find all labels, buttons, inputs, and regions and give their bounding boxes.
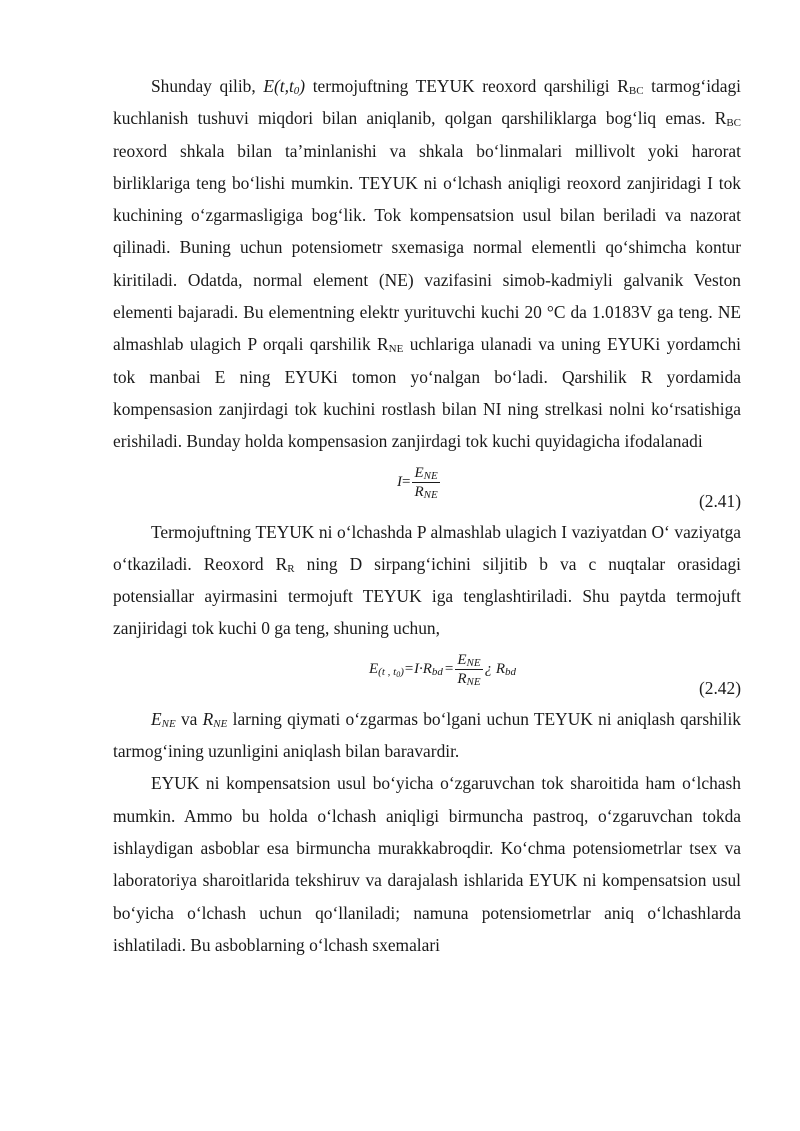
fraction: $\frac{E_{NE}}{R_{NE}}$	[457, 651, 481, 688]
document-page	[113, 70, 741, 961]
text: va	[175, 708, 203, 729]
text: ning D sirpang‘ichini siljitib b va c nuqtalar orasidagi potensiallar ayirmasini termojuft TEYUK iga tenglashtiriladi. Shu paytda termojuft zanjiridagi tok kuchi 0 ga teng, shuning uchun,	[113, 553, 741, 639]
equation-number: (2.41)	[698, 490, 741, 511]
paragraph-2	[113, 516, 741, 645]
text: tarmog‘idagi kuchlanish tushuvi miqdori bilan aniqlanib, qolgan qarshiliklarga bog‘liq emas. R	[113, 76, 741, 129]
paragraph-1	[113, 70, 741, 458]
subscript: BC	[628, 85, 644, 97]
equation-body: $E_{(t , t_0)}$ $=I\cdot R_{bd}$ = $\frac{E_{NE}}{R_{NE}}$ ¿ $R_{bd}$	[369, 651, 517, 688]
text: Termojuftning TEYUK ni o‘lchashda P almashlab ulagich I vaziyatdan O‘ vaziyatga o‘tkaziladi. Reoxord R	[113, 521, 741, 574]
subscript: NE	[388, 343, 404, 356]
equation-2-41	[113, 458, 741, 516]
equation-body: I = $\frac{E_{NE}}{R_{NE}}$	[397, 464, 438, 501]
fraction: $\frac{E_{NE}}{R_{NE}}$	[414, 464, 438, 501]
emf-symbol: $E(t,t_0)$	[263, 76, 306, 97]
text: Shunday qilib,	[151, 76, 264, 96]
emf-symbol: $E_{NE}$	[151, 708, 176, 730]
subscript: BC	[726, 117, 741, 130]
text: termojuftning TEYUK reoxord qarshiligi R	[305, 76, 629, 96]
text: uchlariga ulanadi va uning EYUKi yordamchi tok manbai E ning EYUKi tomon yo‘nalgan bo‘ladi. Qarshilik R yordamida kompensasion zanjirdagi tok kuchini rostlash bilan NI ning strelkasi nolni ko‘rsatishiga erishiladi. Bunday holda kompensasion zanjirdagi tok kuchi quyidagicha ifodalanadi	[113, 334, 741, 452]
equation-number: (2.42)	[698, 677, 741, 698]
text: larning qiymati o‘zgarmas bo‘lgani uchun TEYUK ni aniqlash qarshilik tarmog‘ining uzunligini aniqlash bilan baravardir.	[113, 708, 741, 762]
text: reoxord shkala bilan ta’minlanishi va shkala bo‘linmalari millivolt yoki harorat birliklariga teng bo‘lishi mumkin. TEYUK ni o‘lchash aniqligi reoxord zanjiridagi I tok kuchining o‘zgarmasligiga bog‘lik. Tok kompensatsion usul bilan beriladi va nazorat qilinadi. Buning uchun potensiometr sxemasiga normal elementli qo‘shimcha kontur kiritiladi. Odatda, normal element (NE) vazifasini simob-kadmiyli galvanik Veston elementi bajaradi. Bu elementning elektr yurituvchi kuchi 20 °C da 1.0183V ga teng. NE almashlab ulagich P orqali qarshilik R	[113, 140, 741, 355]
paragraph-4: EYUK ni kompensatsion usul bo‘yicha o‘zgaruvchan tok sharoitida ham o‘lchash mumkin. Ammo bu holda o‘lchash aniqligi birmuncha pastroq, o‘zgaruvchan tokda ishlaydigan asboblar esa birmuncha murakkabroqdir. Ko‘chma potensiometrlar tsex va laboratoriya sharoitlarida tekshiruv va darajalash ishlarida EYUK ni kompensatsion usul bo‘yicha o‘lchash uchun qo‘llaniladi; namuna potensiometrlar aniq o‘lchashlarda ishlatiladi. Bu asboblarning o‘lchash sxemalari	[113, 773, 741, 955]
subscript: R	[287, 562, 295, 575]
resistance-symbol: $R_{NE}$	[202, 708, 228, 730]
equation-2-42	[113, 645, 741, 703]
paragraph-3	[113, 703, 741, 768]
